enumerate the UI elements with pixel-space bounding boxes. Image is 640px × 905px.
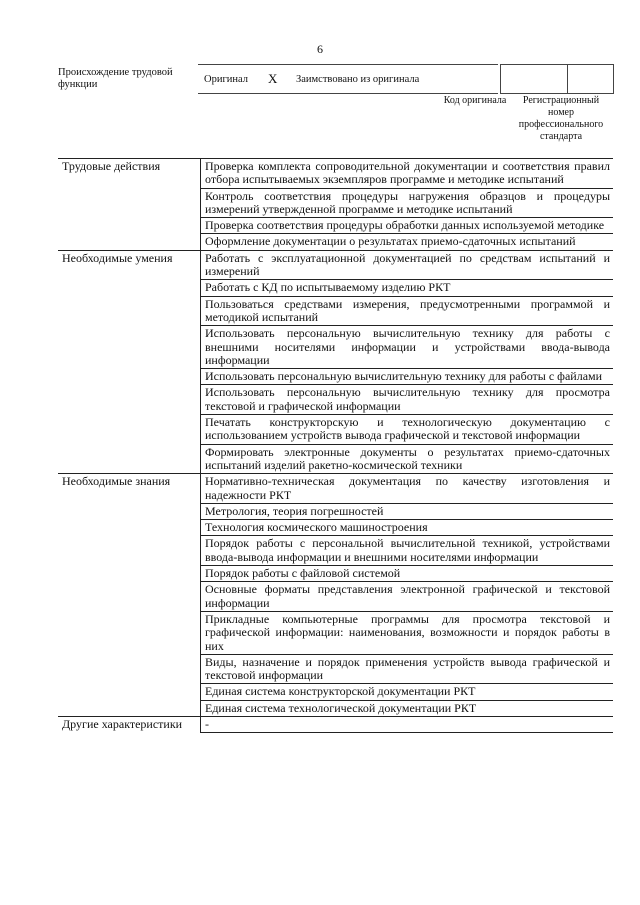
section-item: Работать с эксплуатационной документацией по средствам испытаний и измерений (201, 250, 614, 280)
table-row (58, 326, 613, 369)
section-item: Основные форматы представления электронной графической и текстовой информации (201, 582, 614, 612)
table-row (58, 369, 613, 385)
section-item: Метрология, теория погрешностей (201, 503, 614, 519)
section-item: Контроль соответствия процедуры нагружения образцов и процедуры измерений утвержденной программе и методике испытаний (201, 188, 614, 218)
section-title-cell (58, 536, 201, 566)
table-row (58, 159, 613, 189)
section-title-cell (58, 234, 201, 250)
section-item: Проверка соответствия процедуры обработки данных используемой методике (201, 218, 614, 234)
section-item: Использовать персональную вычислительную технику для работы с файлами (201, 369, 614, 385)
section-item: Единая система конструкторской документации РКТ (201, 684, 614, 700)
section-title-cell (58, 654, 201, 684)
origin-block (58, 64, 613, 94)
table-row (58, 716, 613, 732)
table-row (58, 280, 613, 296)
section-item: Прикладные компьютерные программы для просмотра текстовой и графической информации: наименования, возможности и порядок работы в них (201, 611, 614, 654)
table-row (58, 684, 613, 700)
table-row (58, 582, 613, 612)
table-row (58, 700, 613, 716)
table-row (58, 296, 613, 326)
section-item: - (201, 716, 614, 732)
page-number: 6 (317, 42, 323, 56)
section-title-cell (58, 326, 201, 369)
registration-caption: Регистрационный номер профессионального стандарта (518, 95, 604, 142)
section-item: Порядок работы с персональной вычислительной техникой, устройствами ввода-вывода информации и внешними носителями информации (201, 536, 614, 566)
original-code-box (500, 64, 568, 94)
section-item: Оформление документации о результатах приемо-сдаточных испытаний (201, 234, 614, 250)
origin-options-box (198, 64, 498, 94)
section-title-cell (58, 415, 201, 445)
original-mark: X (268, 71, 278, 86)
table-row (58, 611, 613, 654)
code-caption: Код оригинала (443, 95, 507, 106)
table-row (58, 218, 613, 234)
section-item: Использовать персональную вычислительную технику для просмотра текстовой и графической информации (201, 385, 614, 415)
section-title-cell (58, 700, 201, 716)
section-title-cell (58, 385, 201, 415)
table-row (58, 234, 613, 250)
table-row (58, 385, 613, 415)
section-title-cell (58, 520, 201, 536)
table-row (58, 536, 613, 566)
section-item: Нормативно-техническая документация по качеству изготовления и надежности РКТ (201, 474, 614, 504)
section-title-cell (58, 566, 201, 582)
table-row (58, 474, 613, 504)
option-original: Оригинал (204, 74, 248, 85)
section-item: Работать с КД по испытываемому изделию РКТ (201, 280, 614, 296)
section-item: Порядок работы с файловой системой (201, 566, 614, 582)
section-title-cell (58, 296, 201, 326)
section-title: Трудовые действия (58, 159, 201, 189)
origin-label: Происхождение трудовой функции (58, 67, 173, 90)
table-row (58, 444, 613, 474)
function-characteristics-table (58, 158, 613, 733)
section-item: Технология космического машиностроения (201, 520, 614, 536)
table-row (58, 566, 613, 582)
section-title: Необходимые умения (58, 250, 201, 280)
section-item: Виды, назначение и порядок применения устройств вывода графической и текстовой информации (201, 654, 614, 684)
section-title-cell (58, 684, 201, 700)
section-title-cell (58, 611, 201, 654)
section-title: Необходимые знания (58, 474, 201, 504)
registration-number-box (566, 64, 614, 94)
option-borrowed: Заимствовано из оригинала (296, 74, 420, 85)
section-item: Пользоваться средствами измерения, предусмотренными программой и методикой испытаний (201, 296, 614, 326)
table-row (58, 415, 613, 445)
section-title: Другие характеристики (58, 716, 201, 732)
section-item: Проверка комплекта сопроводительной документации и соответствия правил отбора испытываемых экземпляров программе и методике испытаний (201, 159, 614, 189)
section-title-cell (58, 369, 201, 385)
table-row (58, 520, 613, 536)
section-title-cell (58, 280, 201, 296)
section-title-cell (58, 444, 201, 474)
table-row (58, 503, 613, 519)
section-item: Использовать персональную вычислительную технику для работы с внешними носителями информации и устройствами ввода-вывода информации (201, 326, 614, 369)
table-row (58, 250, 613, 280)
section-title-cell (58, 218, 201, 234)
table-row (58, 188, 613, 218)
section-item: Формировать электронные документы о результатах приемо-сдаточных испытаний изделий ракетно-космической техники (201, 444, 614, 474)
section-item: Единая система технологической документации РКТ (201, 700, 614, 716)
table-row (58, 654, 613, 684)
section-title-cell (58, 582, 201, 612)
section-title-cell (58, 503, 201, 519)
section-title-cell (58, 188, 201, 218)
section-item: Печатать конструкторскую и технологическую документацию с использованием устройств вывода графической и текстовой информации (201, 415, 614, 445)
